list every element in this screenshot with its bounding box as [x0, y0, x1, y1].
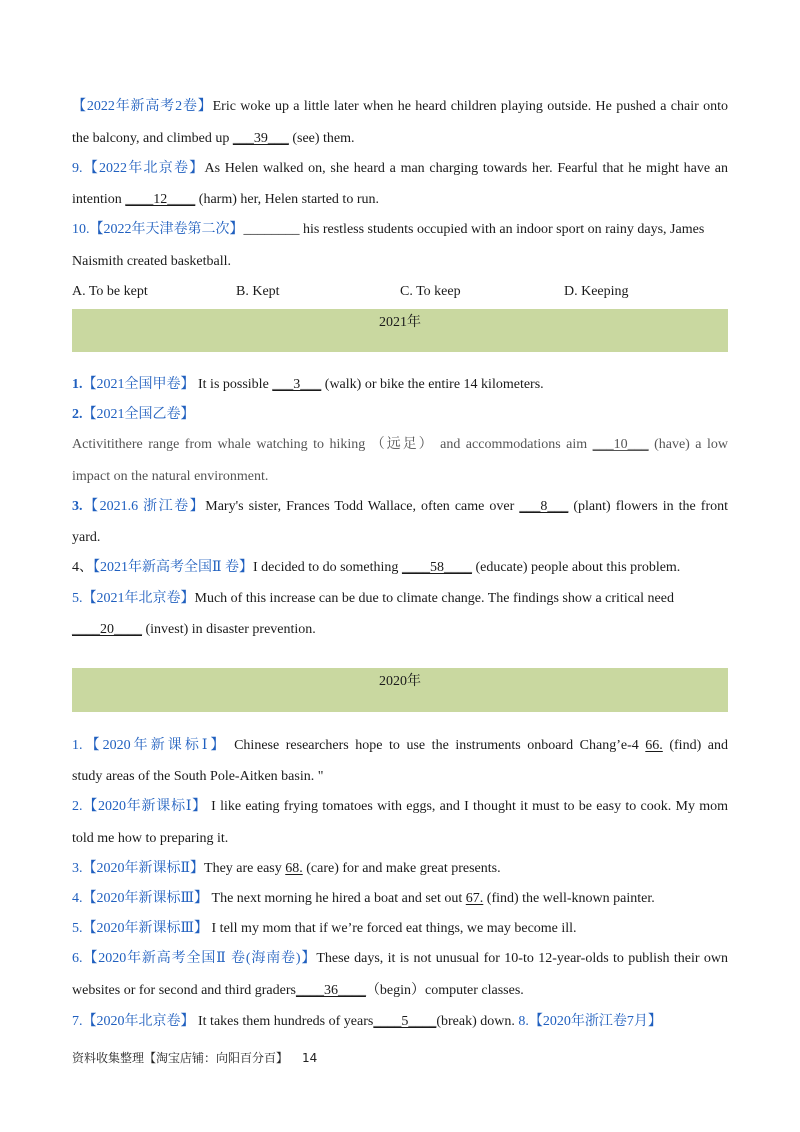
question-2021-4 [72, 559, 728, 577]
question-number: 1. [72, 738, 83, 753]
question-text: As Helen walked on, she heard a man charging towards her. Fearful that he might have an [204, 161, 728, 176]
question-text: (educate) people about this problem. [471, 560, 681, 575]
question-number: 2. [72, 407, 83, 422]
question-text: (plant) flowers in the front [568, 499, 729, 514]
question-text: told me how to preparing it. [72, 831, 229, 846]
question-9 [72, 160, 728, 178]
question-text: study areas of the South Pole-Aitken basin. " [72, 769, 324, 784]
source-tag: 【2021年新高考全国Ⅱ 卷】 [93, 560, 254, 575]
question-10 [72, 221, 728, 239]
source-tag: 【2021全国乙卷】 [82, 407, 195, 422]
answer-blank: ____12____ [125, 192, 196, 207]
answer-blank: ____58____ [401, 560, 472, 575]
question-text: the balcony, and climbed up [72, 131, 230, 146]
question-number: 7. [72, 1014, 83, 1029]
question-number: 2. [72, 799, 83, 814]
question-text: Much of this increase can be due to climate change. The findings show a critical need [194, 591, 674, 606]
question-number: 3. [72, 499, 83, 514]
question-text: The next morning he hired a boat and set out [208, 891, 466, 906]
section-header-2020 [72, 668, 728, 712]
text-line [72, 982, 728, 1000]
question-number: 1. [72, 377, 83, 392]
source-tag: 【2020年新课标Ⅲ】 [82, 891, 209, 906]
question-2020-4 [72, 890, 728, 908]
option-c: C. To keep [400, 284, 461, 299]
question-text: (invest) in disaster prevention. [142, 622, 316, 637]
question-number: 4、 [72, 560, 93, 575]
answer-blank: ___8___ [519, 499, 569, 514]
section-title: 2021年 [379, 315, 421, 330]
question-text: websites or for second and third graders [72, 983, 296, 998]
question-text: Eric woke up a little later when he heard children playing outside. He pushed a chair onto [212, 99, 729, 114]
source-tag: 【2020年浙江卷7月】 [528, 1014, 662, 1029]
answer-blank: ____5____ [373, 1014, 437, 1029]
question-2020-6 [72, 950, 728, 968]
answer-blank: ___3___ [272, 377, 322, 392]
source-tag: 【2021.6 浙江卷】 [82, 499, 206, 514]
question-text: (harm) her, Helen started to run. [195, 192, 379, 207]
question-number: 4. [72, 891, 83, 906]
source-tag: 【2020年新课标Ⅰ】 [82, 799, 207, 814]
source-tag: 【2020年新高考全国Ⅱ 卷(海南卷)】 [82, 951, 317, 966]
question-text: It is possible [194, 377, 273, 392]
answer-blank: 66. [645, 738, 663, 753]
question-text: ________ his restless students occupied with an indoor sport on rainy days, James [243, 222, 705, 237]
question-2020-7 [72, 1013, 728, 1031]
question-text: (care) for and make great presents. [302, 861, 501, 876]
question-text: Activitithere range from whale watching to hiking （远足） and accommodations aim [72, 437, 593, 452]
text-line [72, 98, 728, 116]
question-2021-5 [72, 590, 728, 608]
question-text: I tell my mom that if we’re forced eat things, we may become ill. [208, 921, 577, 936]
question-text: （begin）computer classes. [365, 983, 524, 998]
question-number: 6. [72, 951, 83, 966]
source-tag: 【2020年新课标Ⅲ】 [82, 921, 209, 936]
source-tag: 【2022年新高考2卷】 [72, 99, 213, 114]
question-number: 9. [72, 161, 83, 176]
source-tag: 【2020年新课标Ⅰ】 [82, 738, 228, 753]
question-text: These days, it is not unusual for 10-to 12-year-olds to publish their own [316, 951, 728, 966]
answer-blank: ___10___ [592, 437, 649, 452]
question-text: Naismith created basketball. [72, 254, 231, 269]
question-text: (find) the well-known painter. [483, 891, 655, 906]
question-text: Mary's sister, Frances Todd Wallace, often came over [205, 499, 520, 514]
question-2021-2 [72, 406, 728, 424]
question-text: I decided to do something [253, 560, 402, 575]
question-2020-5 [72, 920, 728, 938]
page-number: 14 [302, 1051, 318, 1065]
source-tag: 【2020年北京卷】 [82, 1014, 195, 1029]
question-text: impact on the natural environment. [72, 469, 269, 484]
source-tag: 【2021年北京卷】 [82, 591, 195, 606]
text-line [72, 130, 728, 148]
section-header-2021 [72, 309, 728, 352]
question-2020-3 [72, 860, 728, 878]
option-b: B. Kept [236, 284, 280, 299]
footer-text: 资料收集整理【淘宝店铺：向阳百分百】 [72, 1051, 289, 1065]
source-tag: 【2022年天津卷第二次】 [89, 222, 244, 237]
question-text: (find) and [662, 738, 728, 753]
section-title: 2020年 [379, 674, 421, 689]
question-text: yard. [72, 530, 101, 545]
question-text: I like eating frying tomatoes with eggs, and I thought it must to be easy to cook. My mom [206, 799, 728, 814]
question-number: 8. [518, 1014, 529, 1029]
question-number: 10. [72, 222, 90, 237]
question-text: (break) down. [436, 1014, 519, 1029]
option-a: A. To be kept [72, 284, 148, 299]
question-2021-3 [72, 498, 728, 516]
question-text: intention [72, 192, 122, 207]
source-tag: 【2022年北京卷】 [82, 161, 205, 176]
text-line [72, 191, 728, 209]
question-number: 3. [72, 861, 83, 876]
option-d: D. Keeping [564, 284, 629, 299]
answer-blank: ____36____ [295, 983, 366, 998]
text-line [72, 621, 728, 639]
answer-blank: ____20____ [72, 622, 142, 637]
question-text: Chinese researchers hope to use the instruments onboard Chang’e-4 [227, 738, 646, 753]
source-tag: 【2021全国甲卷】 [82, 377, 195, 392]
question-text: (see) them. [288, 131, 355, 146]
source-tag: 【2020年新课标Ⅱ】 [82, 861, 205, 876]
answer-blank: ___39___ [232, 131, 289, 146]
question-text: They are easy [204, 861, 286, 876]
question-text: It takes them hundreds of years [194, 1014, 374, 1029]
question-number: 5. [72, 921, 83, 936]
question-2021-1 [72, 376, 728, 394]
question-2020-1 [72, 737, 728, 755]
question-number: 5. [72, 591, 83, 606]
question-2020-2 [72, 798, 728, 816]
answer-blank: 67. [465, 891, 484, 906]
text-line [72, 436, 728, 454]
answer-blank: 68. [285, 861, 303, 876]
question-text: (walk) or bike the entire 14 kilometers. [321, 377, 544, 392]
page-footer [72, 1049, 317, 1066]
question-text: (have) a low [648, 437, 728, 452]
